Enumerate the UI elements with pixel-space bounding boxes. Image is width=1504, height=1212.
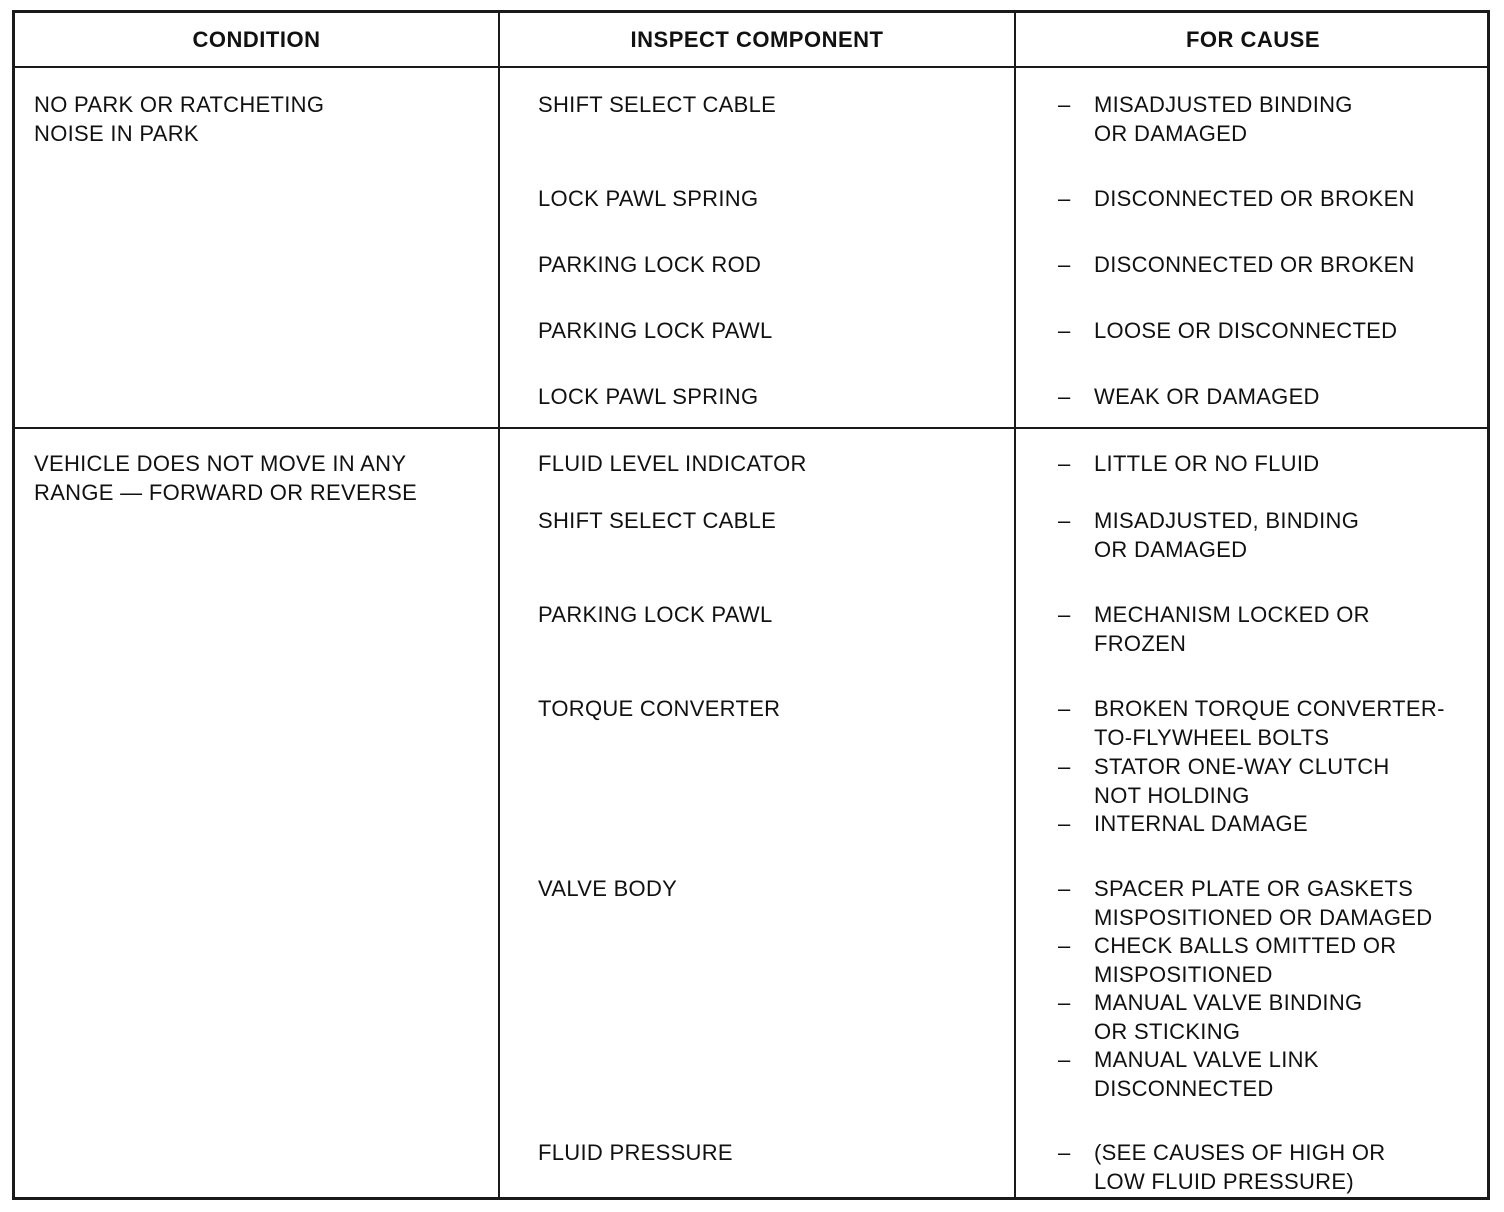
cause-text: CHECK BALLS OMITTED OR MISPOSITIONED bbox=[1094, 933, 1397, 987]
bullet-dash: – bbox=[1058, 186, 1071, 211]
row-divider bbox=[15, 427, 1487, 429]
column-divider bbox=[1014, 13, 1016, 1197]
component-text: PARKING LOCK PAWL bbox=[538, 318, 773, 343]
component-text: PARKING LOCK ROD bbox=[538, 252, 762, 277]
header-inspect-component: INSPECT COMPONENT bbox=[630, 27, 884, 52]
cause-text: SPACER PLATE OR GASKETS MISPOSITIONED OR DAMAGED bbox=[1094, 876, 1433, 930]
condition-text: NO PARK OR RATCHETING NOISE IN PARK bbox=[34, 92, 325, 146]
cause-text: INTERNAL DAMAGE bbox=[1094, 811, 1308, 836]
cause-text: MANUAL VALVE LINK DISCONNECTED bbox=[1094, 1047, 1319, 1101]
bullet-dash: – bbox=[1058, 696, 1071, 721]
header-for-cause: FOR CAUSE bbox=[1185, 27, 1321, 52]
cause-text: MECHANISM LOCKED OR FROZEN bbox=[1094, 602, 1370, 656]
bullet-dash: – bbox=[1058, 876, 1071, 901]
cause-text: STATOR ONE-WAY CLUTCH NOT HOLDING bbox=[1094, 754, 1390, 808]
cause-text: (SEE CAUSES OF HIGH OR LOW FLUID PRESSURE) bbox=[1094, 1140, 1386, 1194]
cause-text: DISCONNECTED OR BROKEN bbox=[1094, 252, 1415, 277]
cause-text: MISADJUSTED BINDING OR DAMAGED bbox=[1094, 92, 1353, 146]
component-text: FLUID LEVEL INDICATOR bbox=[538, 451, 807, 476]
cause-text: LOOSE OR DISCONNECTED bbox=[1094, 318, 1398, 343]
component-text: SHIFT SELECT CABLE bbox=[538, 508, 777, 533]
bullet-dash: – bbox=[1058, 1047, 1071, 1072]
bullet-dash: – bbox=[1058, 811, 1071, 836]
bullet-dash: – bbox=[1058, 1140, 1071, 1165]
header-condition: CONDITION bbox=[192, 27, 321, 52]
cause-text: LITTLE OR NO FLUID bbox=[1094, 451, 1320, 476]
bullet-dash: – bbox=[1058, 508, 1071, 533]
condition-text: VEHICLE DOES NOT MOVE IN ANY RANGE — FORWARD OR REVERSE bbox=[34, 451, 418, 505]
bullet-dash: – bbox=[1058, 318, 1071, 343]
component-text: PARKING LOCK PAWL bbox=[538, 602, 773, 627]
bullet-dash: – bbox=[1058, 754, 1071, 779]
cause-text: DISCONNECTED OR BROKEN bbox=[1094, 186, 1415, 211]
cause-text: MANUAL VALVE BINDING OR STICKING bbox=[1094, 990, 1363, 1044]
column-divider bbox=[498, 13, 500, 1197]
bullet-dash: – bbox=[1058, 602, 1071, 627]
bullet-dash: – bbox=[1058, 990, 1071, 1015]
component-text: SHIFT SELECT CABLE bbox=[538, 92, 777, 117]
component-text: LOCK PAWL SPRING bbox=[538, 384, 759, 409]
component-text: TORQUE CONVERTER bbox=[538, 696, 781, 721]
cause-text: BROKEN TORQUE CONVERTER- TO-FLYWHEEL BOLTS bbox=[1094, 696, 1445, 750]
component-text: VALVE BODY bbox=[538, 876, 678, 901]
bullet-dash: – bbox=[1058, 252, 1071, 277]
bullet-dash: – bbox=[1058, 384, 1071, 409]
cause-text: WEAK OR DAMAGED bbox=[1094, 384, 1320, 409]
bullet-dash: – bbox=[1058, 933, 1071, 958]
component-text: FLUID PRESSURE bbox=[538, 1140, 733, 1165]
component-text: LOCK PAWL SPRING bbox=[538, 186, 759, 211]
troubleshooting-table bbox=[12, 10, 1490, 1200]
bullet-dash: – bbox=[1058, 451, 1071, 476]
cause-text: MISADJUSTED, BINDING OR DAMAGED bbox=[1094, 508, 1360, 562]
bullet-dash: – bbox=[1058, 92, 1071, 117]
